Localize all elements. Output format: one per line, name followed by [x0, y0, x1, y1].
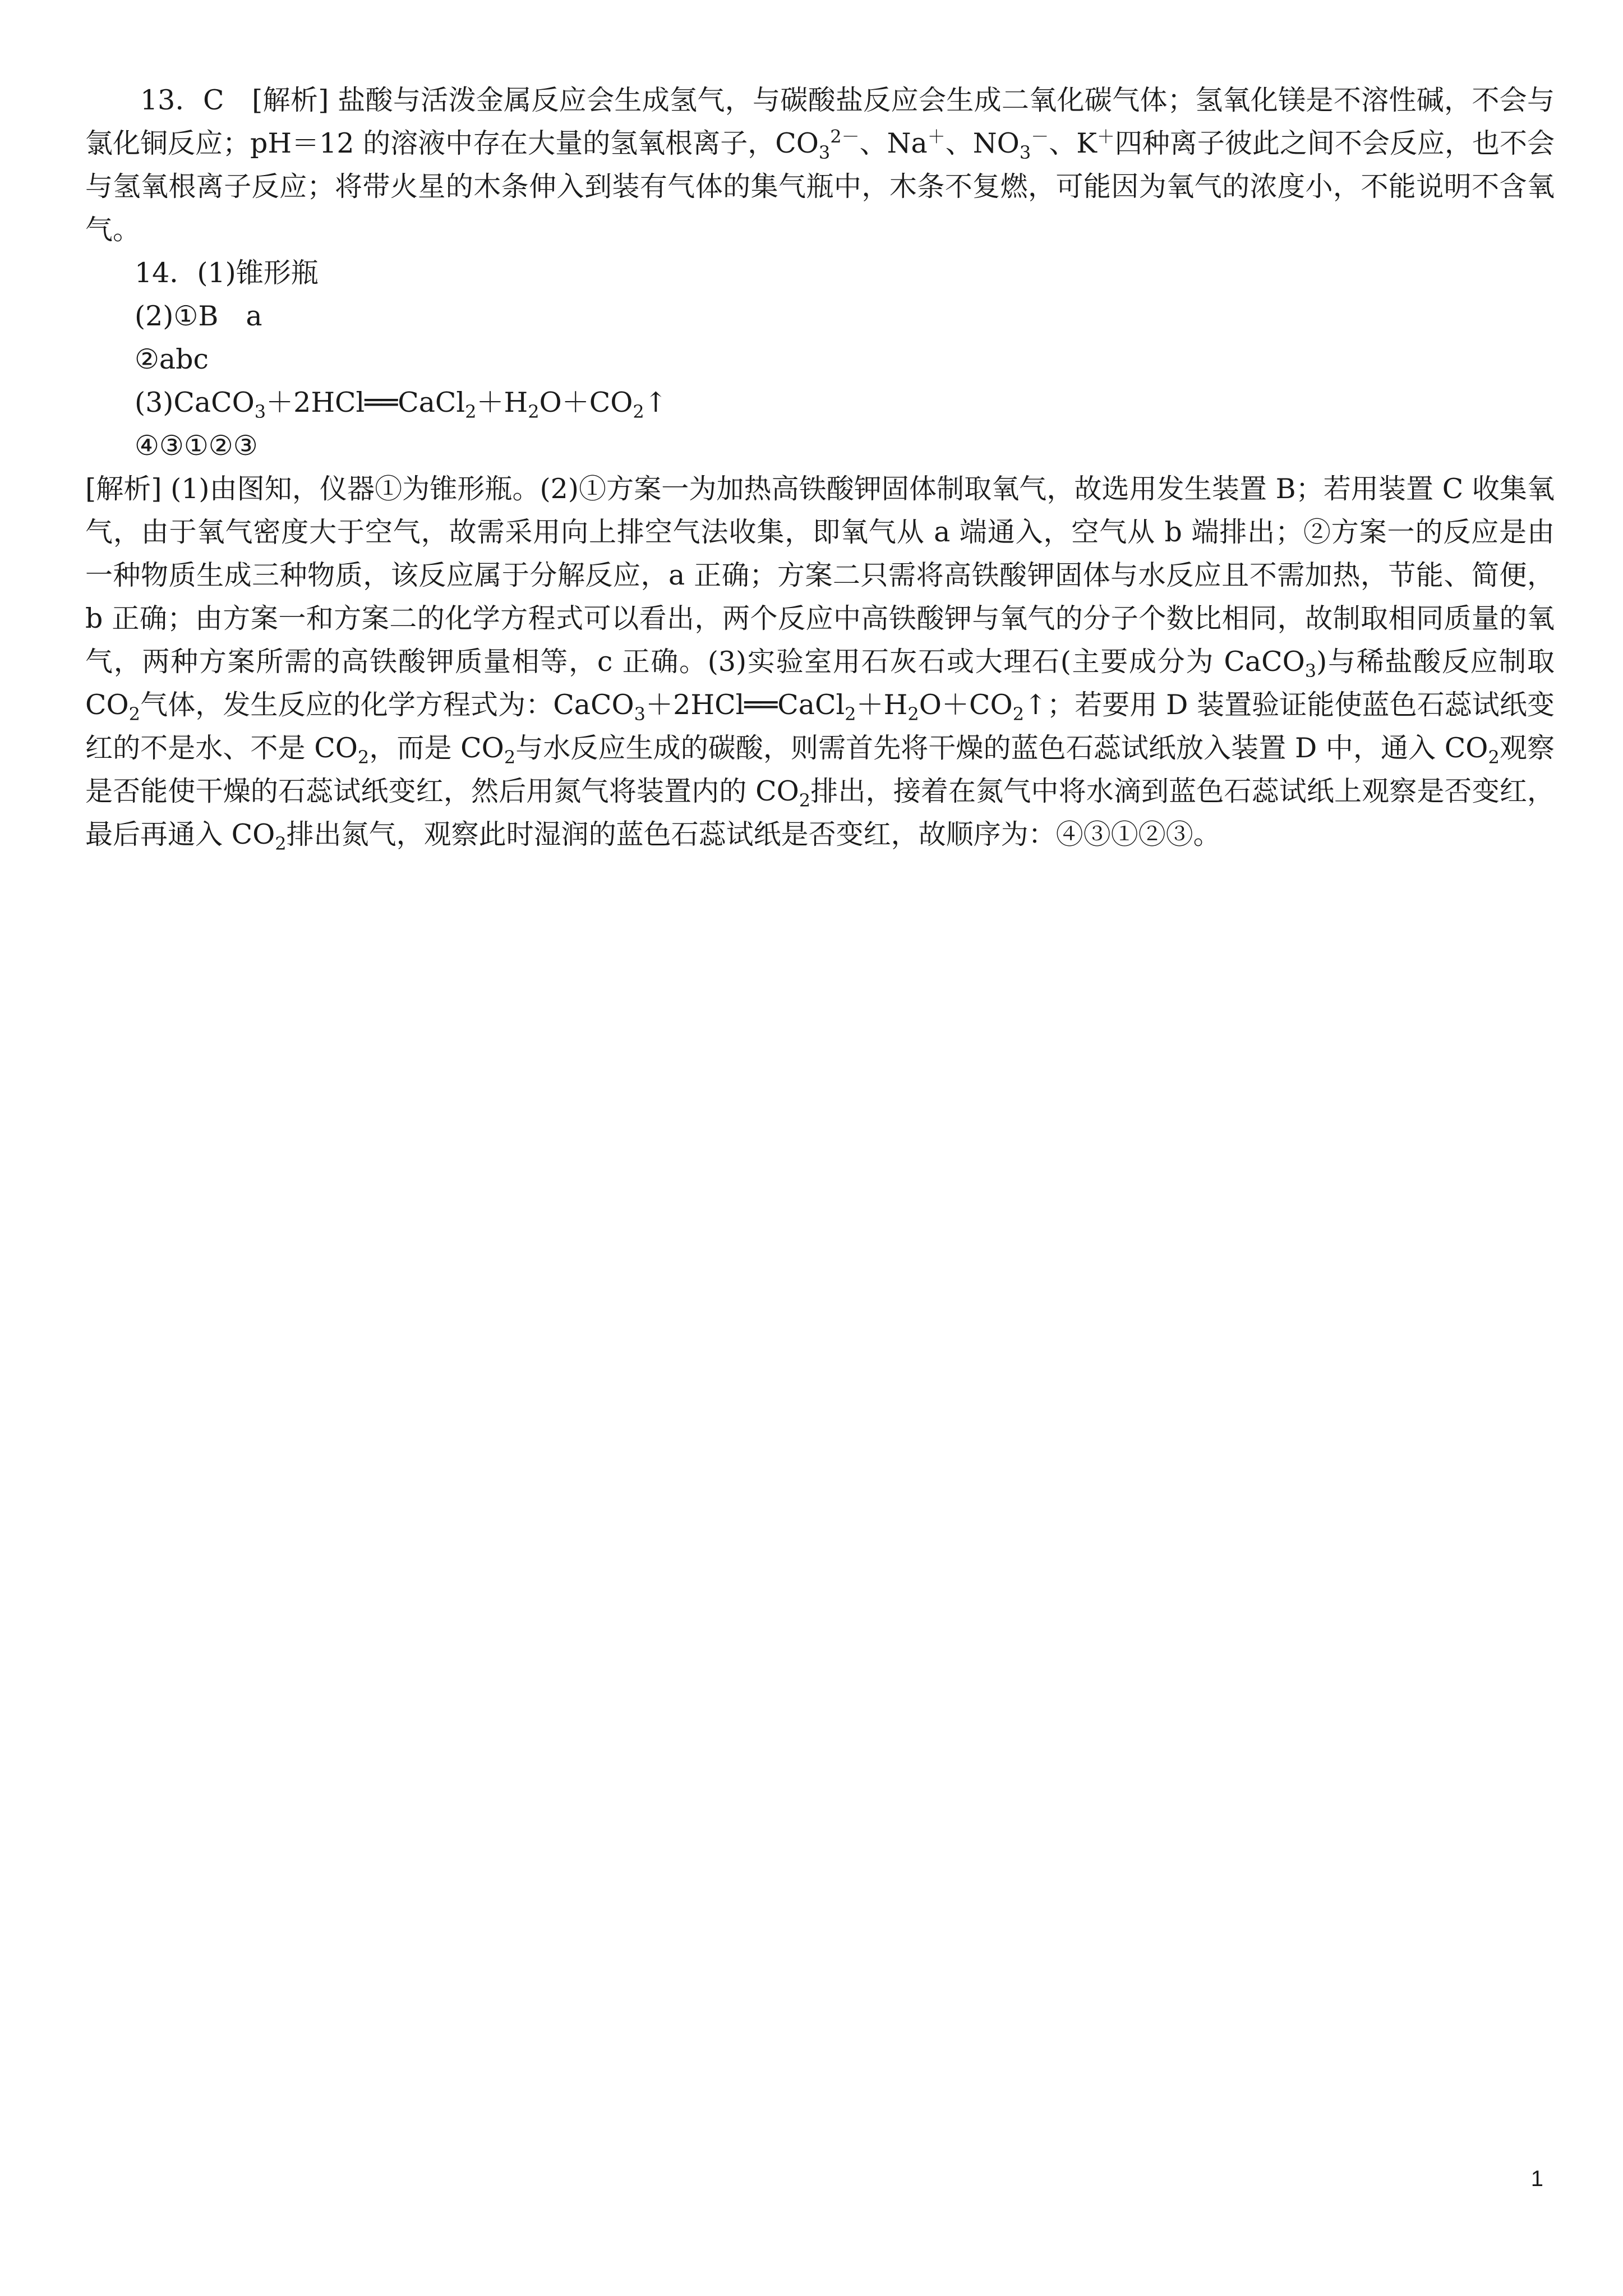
- nitrate-ion: 、NO: [945, 127, 1020, 159]
- analysis-text: 观察是否能使干燥的石蕊试纸变红，然后用氮气将装置内的 CO: [85, 732, 1555, 807]
- eq-prefix: (3)CaCO: [135, 386, 255, 418]
- analysis-subscript: 2: [275, 832, 287, 854]
- analysis-text: 气体，发生反应的化学方程式为：CaCO: [140, 689, 634, 721]
- analysis-text: ＋2HCl══CaCl: [645, 689, 845, 721]
- eq-subscript: 2: [465, 401, 477, 422]
- analysis-subscript: 2: [907, 703, 919, 725]
- nitrate-subscript: 3: [1019, 141, 1031, 163]
- eq-text: ＋H: [476, 386, 528, 418]
- analysis-subscript: 2: [1488, 746, 1500, 768]
- analysis-text: [解析] (1)由图知，仪器①为锥形瓶。(2)①方案一为加热高铁酸钾固体制取氧气，故选用发生装置 B；若用装置 C 收集氧气，由于氧气密度大于空气，故需采用向上排空气法收集，即氧气从 a 端通入，空气从 b 端排出；②方案一的反应是由一种物质生成三种物质，该反应属于分解反应，a 正确；方案二只需将高铁酸钾固体与水反应且不需加热，节能、简便，b 正确；由方案一和方案二的化学方程式可以看出，两个反应中高铁酸钾与氧气的分子个数比相同，故制取相同质量的氧气，两种方案所需的高铁酸钾质量相等，c 正确。(3)实验室用石灰石或大理石(主要成分为 CaCO: [85, 473, 1555, 678]
- question-14-part-1: 14．(1)锥形瓶: [135, 257, 319, 289]
- question-14-equation: [85, 381, 1555, 424]
- q13-tail-text: 四种离子彼此之间不会反应，也不会与氢氧根离子反应；将带火星的木条伸入到装有气体的集气瓶中，木条不复燃，可能因为氧气的浓度小，不能说明不含氧气。: [85, 127, 1555, 246]
- analysis-text: )与稀盐酸反应制取 CO: [85, 646, 1555, 721]
- carbonate-subscript: 3: [818, 141, 831, 163]
- analysis-subscript: 2: [504, 746, 516, 768]
- question-14-part-2a: (2)①B a: [135, 300, 262, 332]
- gas-arrow-icon: ↑: [644, 386, 667, 418]
- q13-lead-text: 13．C [解析] 盐酸与活泼金属反应会生成氢气，与碳酸盐反应会生成二氧化碳气体；氢氧化镁是不溶性碱，不会与氯化铜反应；pH＝12 的溶液中存在大量的氢氧根离子，: [85, 84, 1555, 159]
- analysis-text: ，而是 CO: [369, 732, 504, 764]
- question-14-part-2b: ②abc: [135, 343, 209, 375]
- nitrate-charge: －: [1031, 126, 1049, 148]
- analysis-subscript: 2: [799, 789, 811, 811]
- eq-subscript: 2: [633, 401, 644, 422]
- analysis-text: 排出，接着在氮气中将水滴到蓝色石蕊试纸上观察是否变红，最后再通入 CO: [85, 775, 1555, 850]
- analysis-text: 排出氮气，观察此时湿润的蓝色石蕊试纸是否变红，故顺序为：④③①②③。: [286, 818, 1221, 850]
- analysis-text: 与水反应生成的碳酸，则需首先将干燥的蓝色石蕊试纸放入装置 D 中，通入 CO: [515, 732, 1488, 764]
- potassium-charge: ＋: [1096, 126, 1115, 148]
- potassium-ion: 、K: [1049, 127, 1097, 159]
- analysis-subscript: 3: [1304, 660, 1317, 682]
- analysis-subscript: 2: [357, 746, 370, 768]
- question-13-answer: [85, 79, 1555, 251]
- analysis-text: ＋H: [856, 689, 908, 721]
- carbonate-charge: 2－: [830, 126, 860, 148]
- page-number: 1: [1530, 2166, 1543, 2191]
- sodium-charge: ＋: [927, 126, 946, 148]
- eq-subscript: 2: [528, 401, 540, 422]
- analysis-subscript: 2: [845, 703, 856, 725]
- question-14-order: ④③①②③: [135, 430, 258, 462]
- sodium-ion: 、Na: [859, 127, 928, 159]
- analysis-text: O＋CO: [919, 689, 1013, 721]
- eq-text: O＋CO: [539, 386, 633, 418]
- analysis-subscript: 2: [1012, 703, 1025, 725]
- analysis-subscript: 3: [634, 703, 646, 725]
- question-14-analysis: [85, 467, 1555, 856]
- carbonate-ion: [775, 126, 860, 163]
- carbonate-formula: CO: [775, 127, 819, 159]
- document-content: [85, 79, 1555, 856]
- eq-text: ＋2HCl══CaCl: [266, 386, 465, 418]
- analysis-text: ↑；若要用 D 装置验证能使蓝色石蕊试纸变红的不是水、不是 CO: [85, 689, 1555, 764]
- eq-subscript: 3: [254, 401, 266, 422]
- analysis-subscript: 2: [128, 703, 141, 725]
